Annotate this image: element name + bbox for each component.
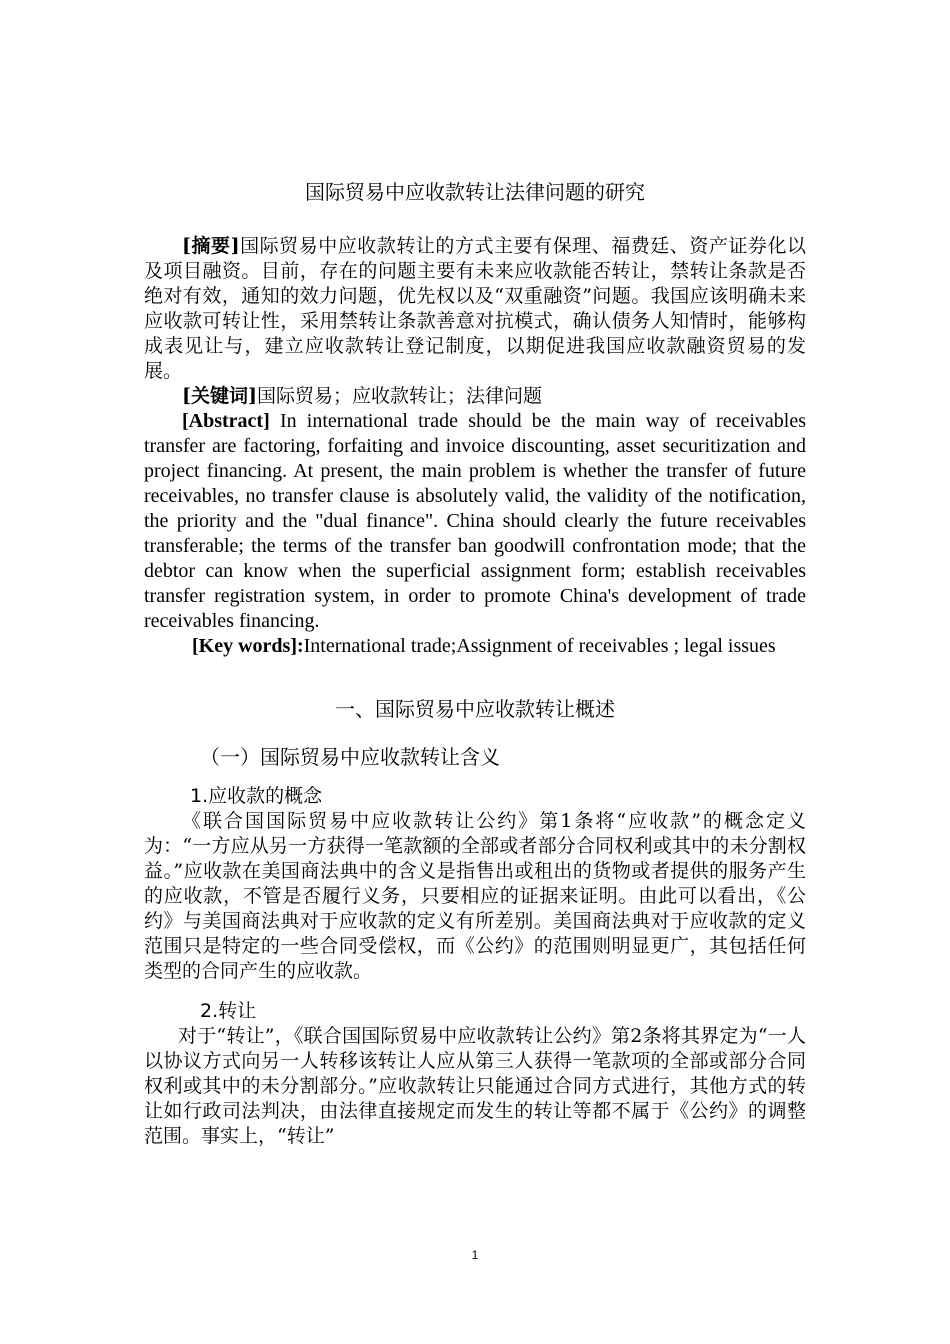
page-number: 1 [471,1248,479,1262]
section-heading: 一、国际贸易中应收款转让概述 [335,697,615,721]
abstract-label: [摘要] [182,235,240,257]
page-content [144,178,806,1149]
chinese-abstract [144,234,806,384]
item-heading-receivables: 1.应收款的概念 [190,785,323,807]
abstract-text: 国际贸易中应收款转让的方式主要有保理、福费廷、资产证券化以及项目融资。目前，存在的问题主要有未来应收款能否转让，禁转让条款是否绝对有效，通知的效力问题，优先权以及“双重融资”问题。我国应该明确未来应收款可转让性，采用禁转让条款善意对抗模式，确认债务人知情时，能够构成表见让与，建立应收款转让登记制度，以期促进我国应收款融资贸易的发展。 [144,235,806,382]
subsection-heading: （一）国际贸易中应收款转让含义 [200,745,500,769]
paragraph-receivables: 《联合国国际贸易中应收款转让公约》第1条将“应收款”的概念定义为：“一方应从另一方获得一笔款额的全部或者部分合同权利或其中的未分割权益。”应收款在美国商法典中的含义是指售出或租出的货物或者提供的服务产生的应收款，不管是否履行义务，只要相应的证据来证明。由此可以看出，《公约》与美国商法典对于应收款的定义有所差别。美国商法典对于应收款的定义范围只是特定的一些合同受偿权，而《公约》的范围则明显更广，其包括任何类型的合同产生的应收款。 [144,810,806,982]
english-keywords-label: [Key words]: [192,635,304,657]
english-keywords-text: International trade;Assignment of receivables ; legal issues [303,635,776,657]
keywords-text: 国际贸易；应收款转让；法律问题 [256,385,542,407]
english-abstract [144,409,806,634]
english-keywords [144,634,806,659]
paragraph-transfer: 对于“转让”，《联合国国际贸易中应收款转让公约》第2条将其界定为“一人以协议方式向另一人转移该转让人应从第三人获得一笔款项的全部或部分合同权利或其中的未分割部分。”应收款转让只能通过合同方式进行，其他方式的转让如行政司法判决，由法律直接规定而发生的转让等都不属于《公约》的调整范围。事实上，“转让” [144,1025,806,1147]
english-abstract-text: In international trade should be the main way of receivables transfer are factoring, forfaiting and invoice discounting, asset securitization and project financing. At present, the main problem is whether the transfer of future receivables, no transfer clause is absolutely valid, the validity of the notification, the priority and the "dual finance". China should clearly the future receivables transferable; the terms of the transfer ban goodwill confrontation mode; that the debtor can know when the superficial assignment form; establish receivables transfer registration system, in order to promote China's development of trade receivables financing. [144,410,806,632]
item-heading-transfer: 2.转让 [200,1000,257,1022]
english-abstract-label: [Abstract] [182,410,270,432]
chinese-keywords [144,384,806,409]
document-title: 国际贸易中应收款转让法律问题的研究 [305,180,645,204]
keywords-label: [关键词] [182,385,257,407]
